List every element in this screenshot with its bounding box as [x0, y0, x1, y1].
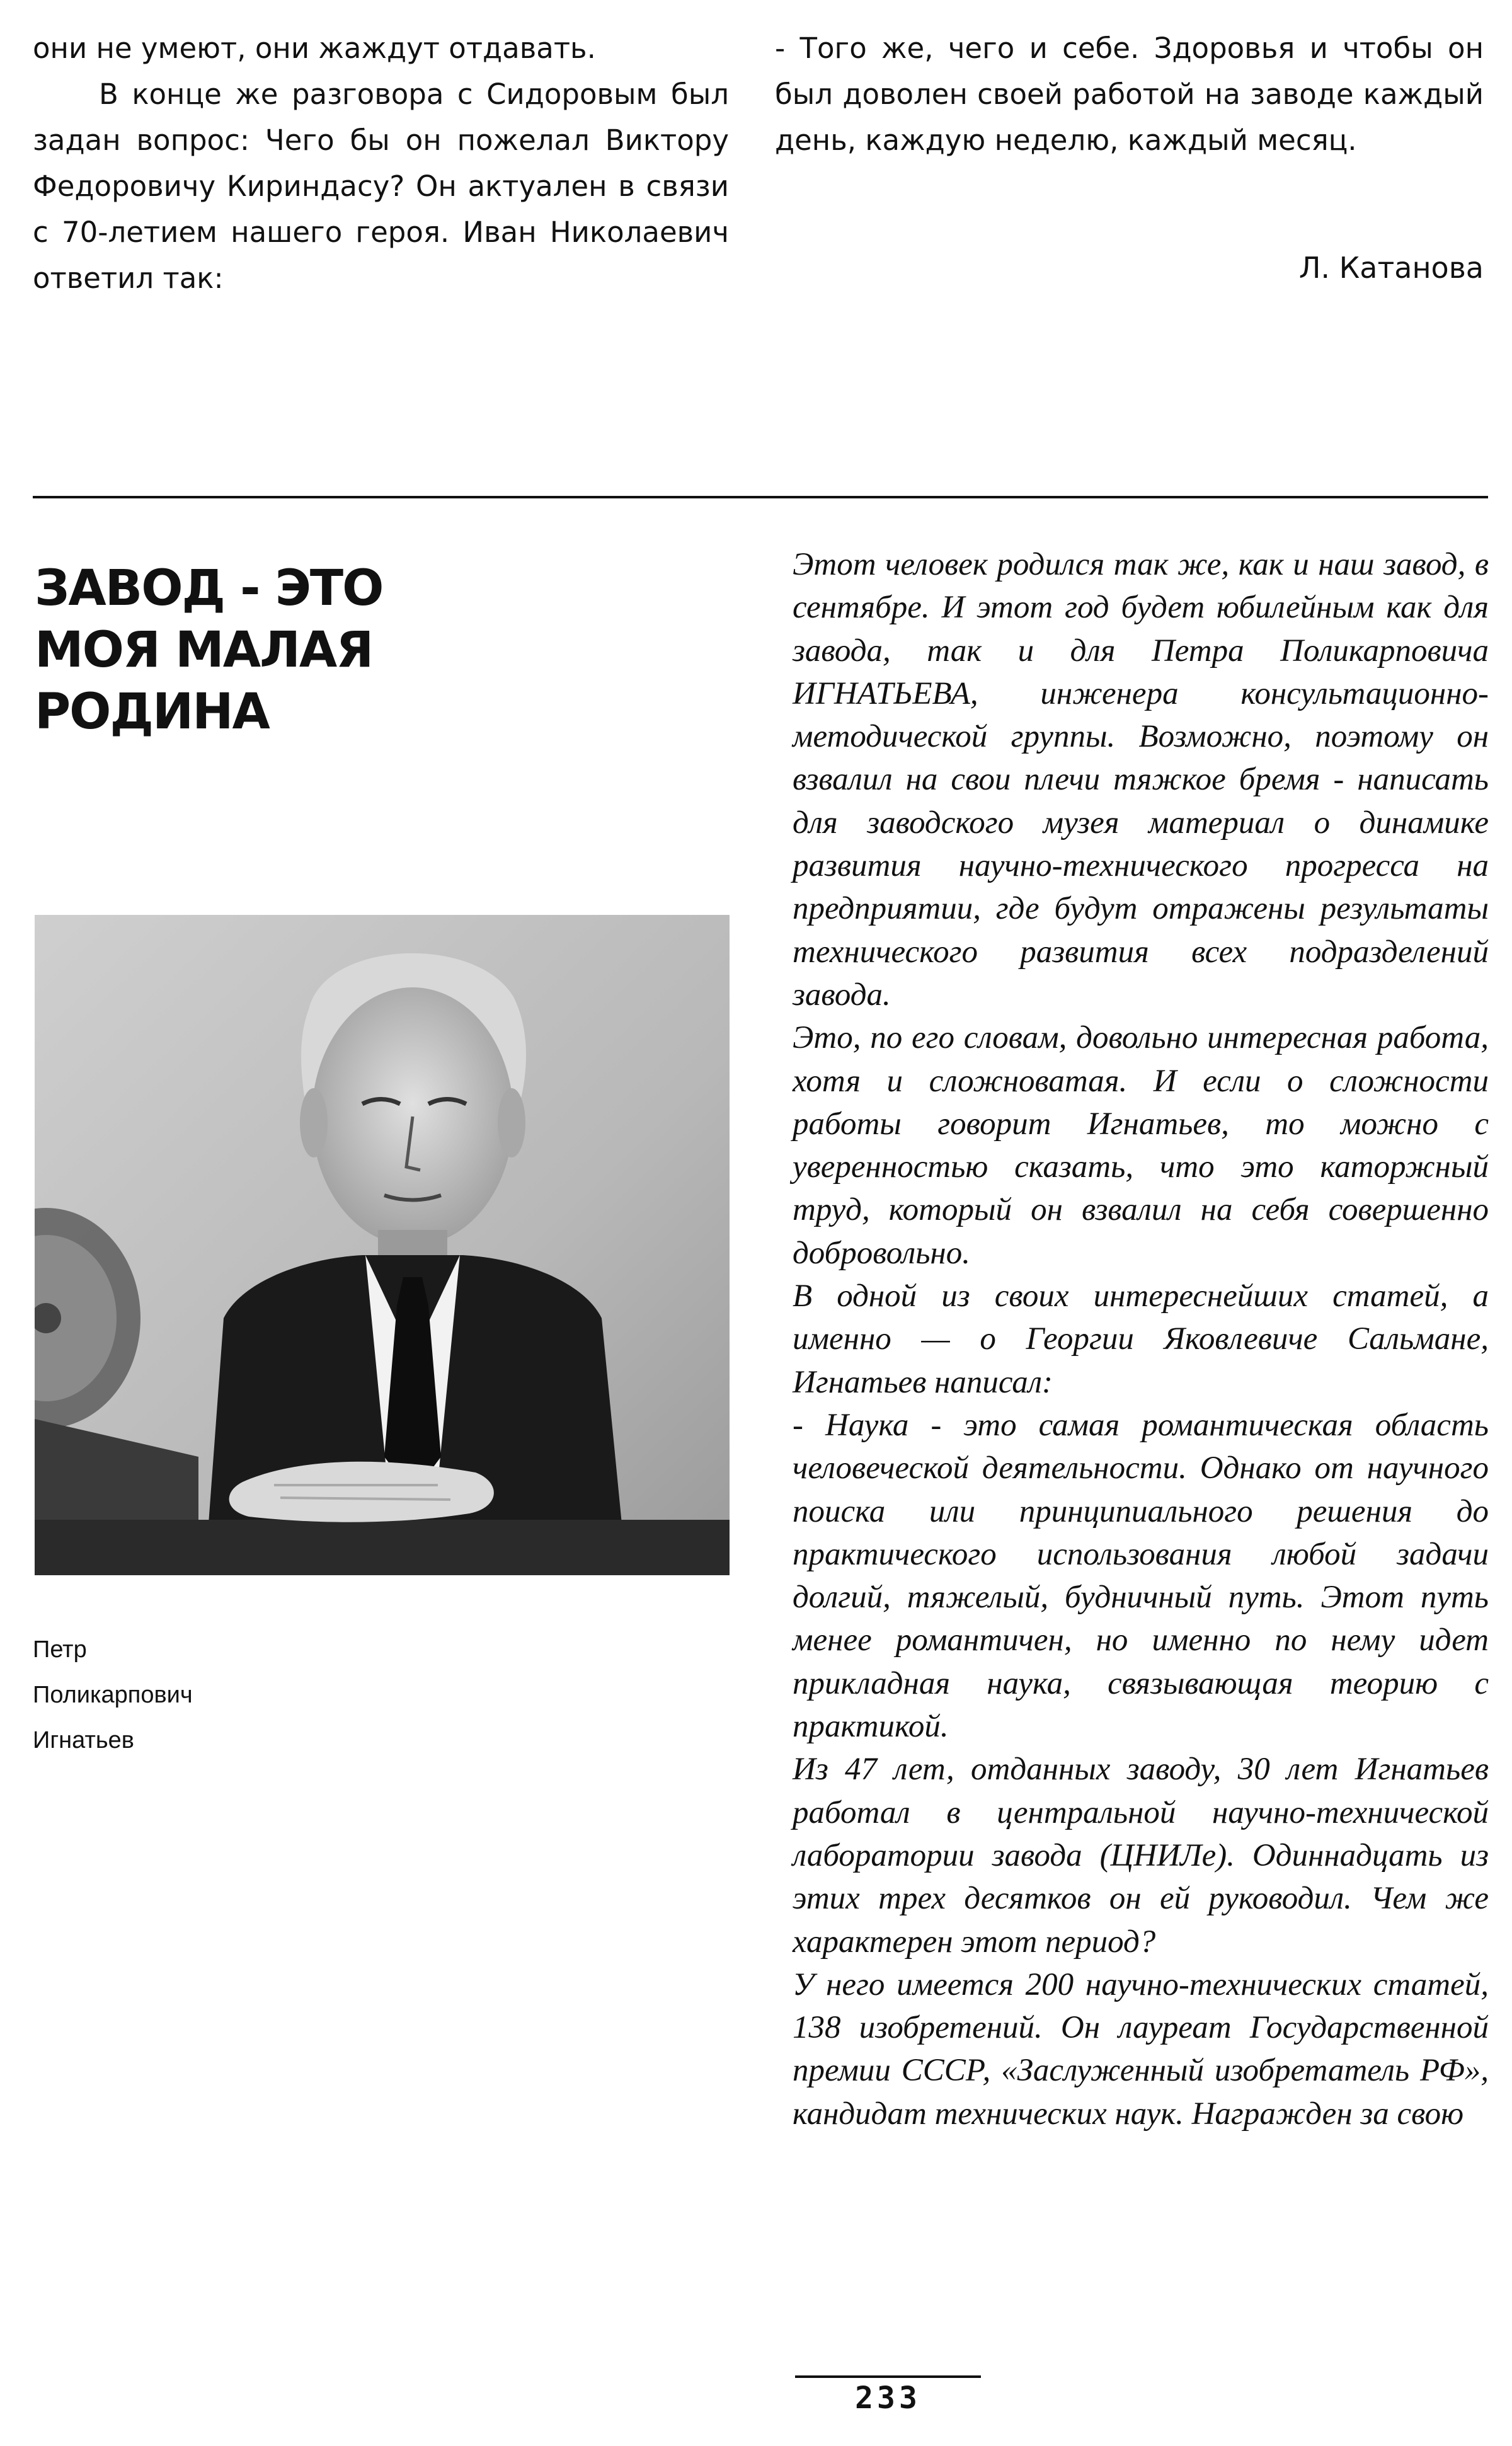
page-number: 233	[855, 2380, 921, 2416]
previous-article-quote: - Того же, чего и себе. Здоровья и чтобы он был доволен своей работой на заводе каждый день, каждую неделю, каждый месяц.	[775, 32, 1484, 157]
article-body	[793, 543, 1489, 2135]
portrait-photo	[35, 915, 730, 1575]
headline-line: ЗАВОД - ЭТО	[35, 560, 383, 617]
article-headline	[35, 558, 444, 743]
previous-article-right-column	[775, 25, 1484, 163]
article-paragraph: - Наука - это самая романтическая область человеческой деятельности. Однако от научного поиска или принципиального решения до практического использования любой задачи долгий, тяжелый, будничный путь. Этот путь менее романтичен, но именно по нему идет прикладная наука, связывающая теорию с практикой.	[793, 1407, 1489, 1745]
previous-article-left-column	[33, 25, 729, 301]
article-paragraph: Из 47 лет, отданных заводу, 30 лет Игнатьев работал в центральной научно-технической лаборатории завода (ЦНИЛе). Одиннадцать из этих трех десятков он ей руководил. Чем же характерен этот период?	[793, 1752, 1489, 1960]
section-divider	[33, 496, 1488, 498]
headline-line: РОДИНА	[35, 684, 269, 740]
headline-line: МОЯ МАЛАЯ	[35, 622, 373, 679]
author-signature: Л. Катанова	[1298, 251, 1484, 285]
article-paragraph: В одной из своих интереснейших статей, а именно — о Георгии Яковлевиче Сальмане, Игнатьев написал:	[793, 1278, 1489, 1400]
caption-line: Петр	[33, 1636, 87, 1663]
caption-line: Игнатьев	[33, 1727, 134, 1754]
article-paragraph: Это, по его словам, довольно интересная работа, хотя и сложноватая. И если о сложности работы говорит Игнатьев, то можно с уверенностью сказать, что это каторжный труд, который он взвалил на себя совершенно добровольно.	[793, 1020, 1489, 1271]
previous-article-paragraph: В конце же разговора с Сидоровым был задан вопрос: Чего бы он пожелал Виктору Федоровичу Кириндасу? Он актуален в связи с 70-летием нашего героя. Иван Николаевич ответил так:	[33, 78, 729, 295]
previous-article-paragraph: они не умеют, они жаждут отдавать.	[33, 32, 596, 65]
article-paragraph: Этот человек родился так же, как и наш завод, в сентябре. И этот год будет юбилейным как для завода, так и для Петра Поликарповича ИГНАТЬЕВА, инженера консультационно-методической группы. Возможно, поэтому он взвалил на свои плечи тяжкое бремя - написать для заводского музея материал о динамике развития научно-технического прогресса на предприятии, где будут отражены результаты технического развития всех подразделений завода.	[793, 547, 1489, 1013]
caption-line: Поликарпович	[33, 1682, 193, 1708]
footer-divider	[795, 2375, 981, 2378]
article-paragraph: У него имеется 200 научно-технических статей, 138 изобретений. Он лауреат Государственной премии СССР, «Заслуженный изобретатель РФ», кандидат технических наук. Награжден за свою	[793, 1967, 1489, 2132]
photo-caption	[33, 1627, 316, 1763]
